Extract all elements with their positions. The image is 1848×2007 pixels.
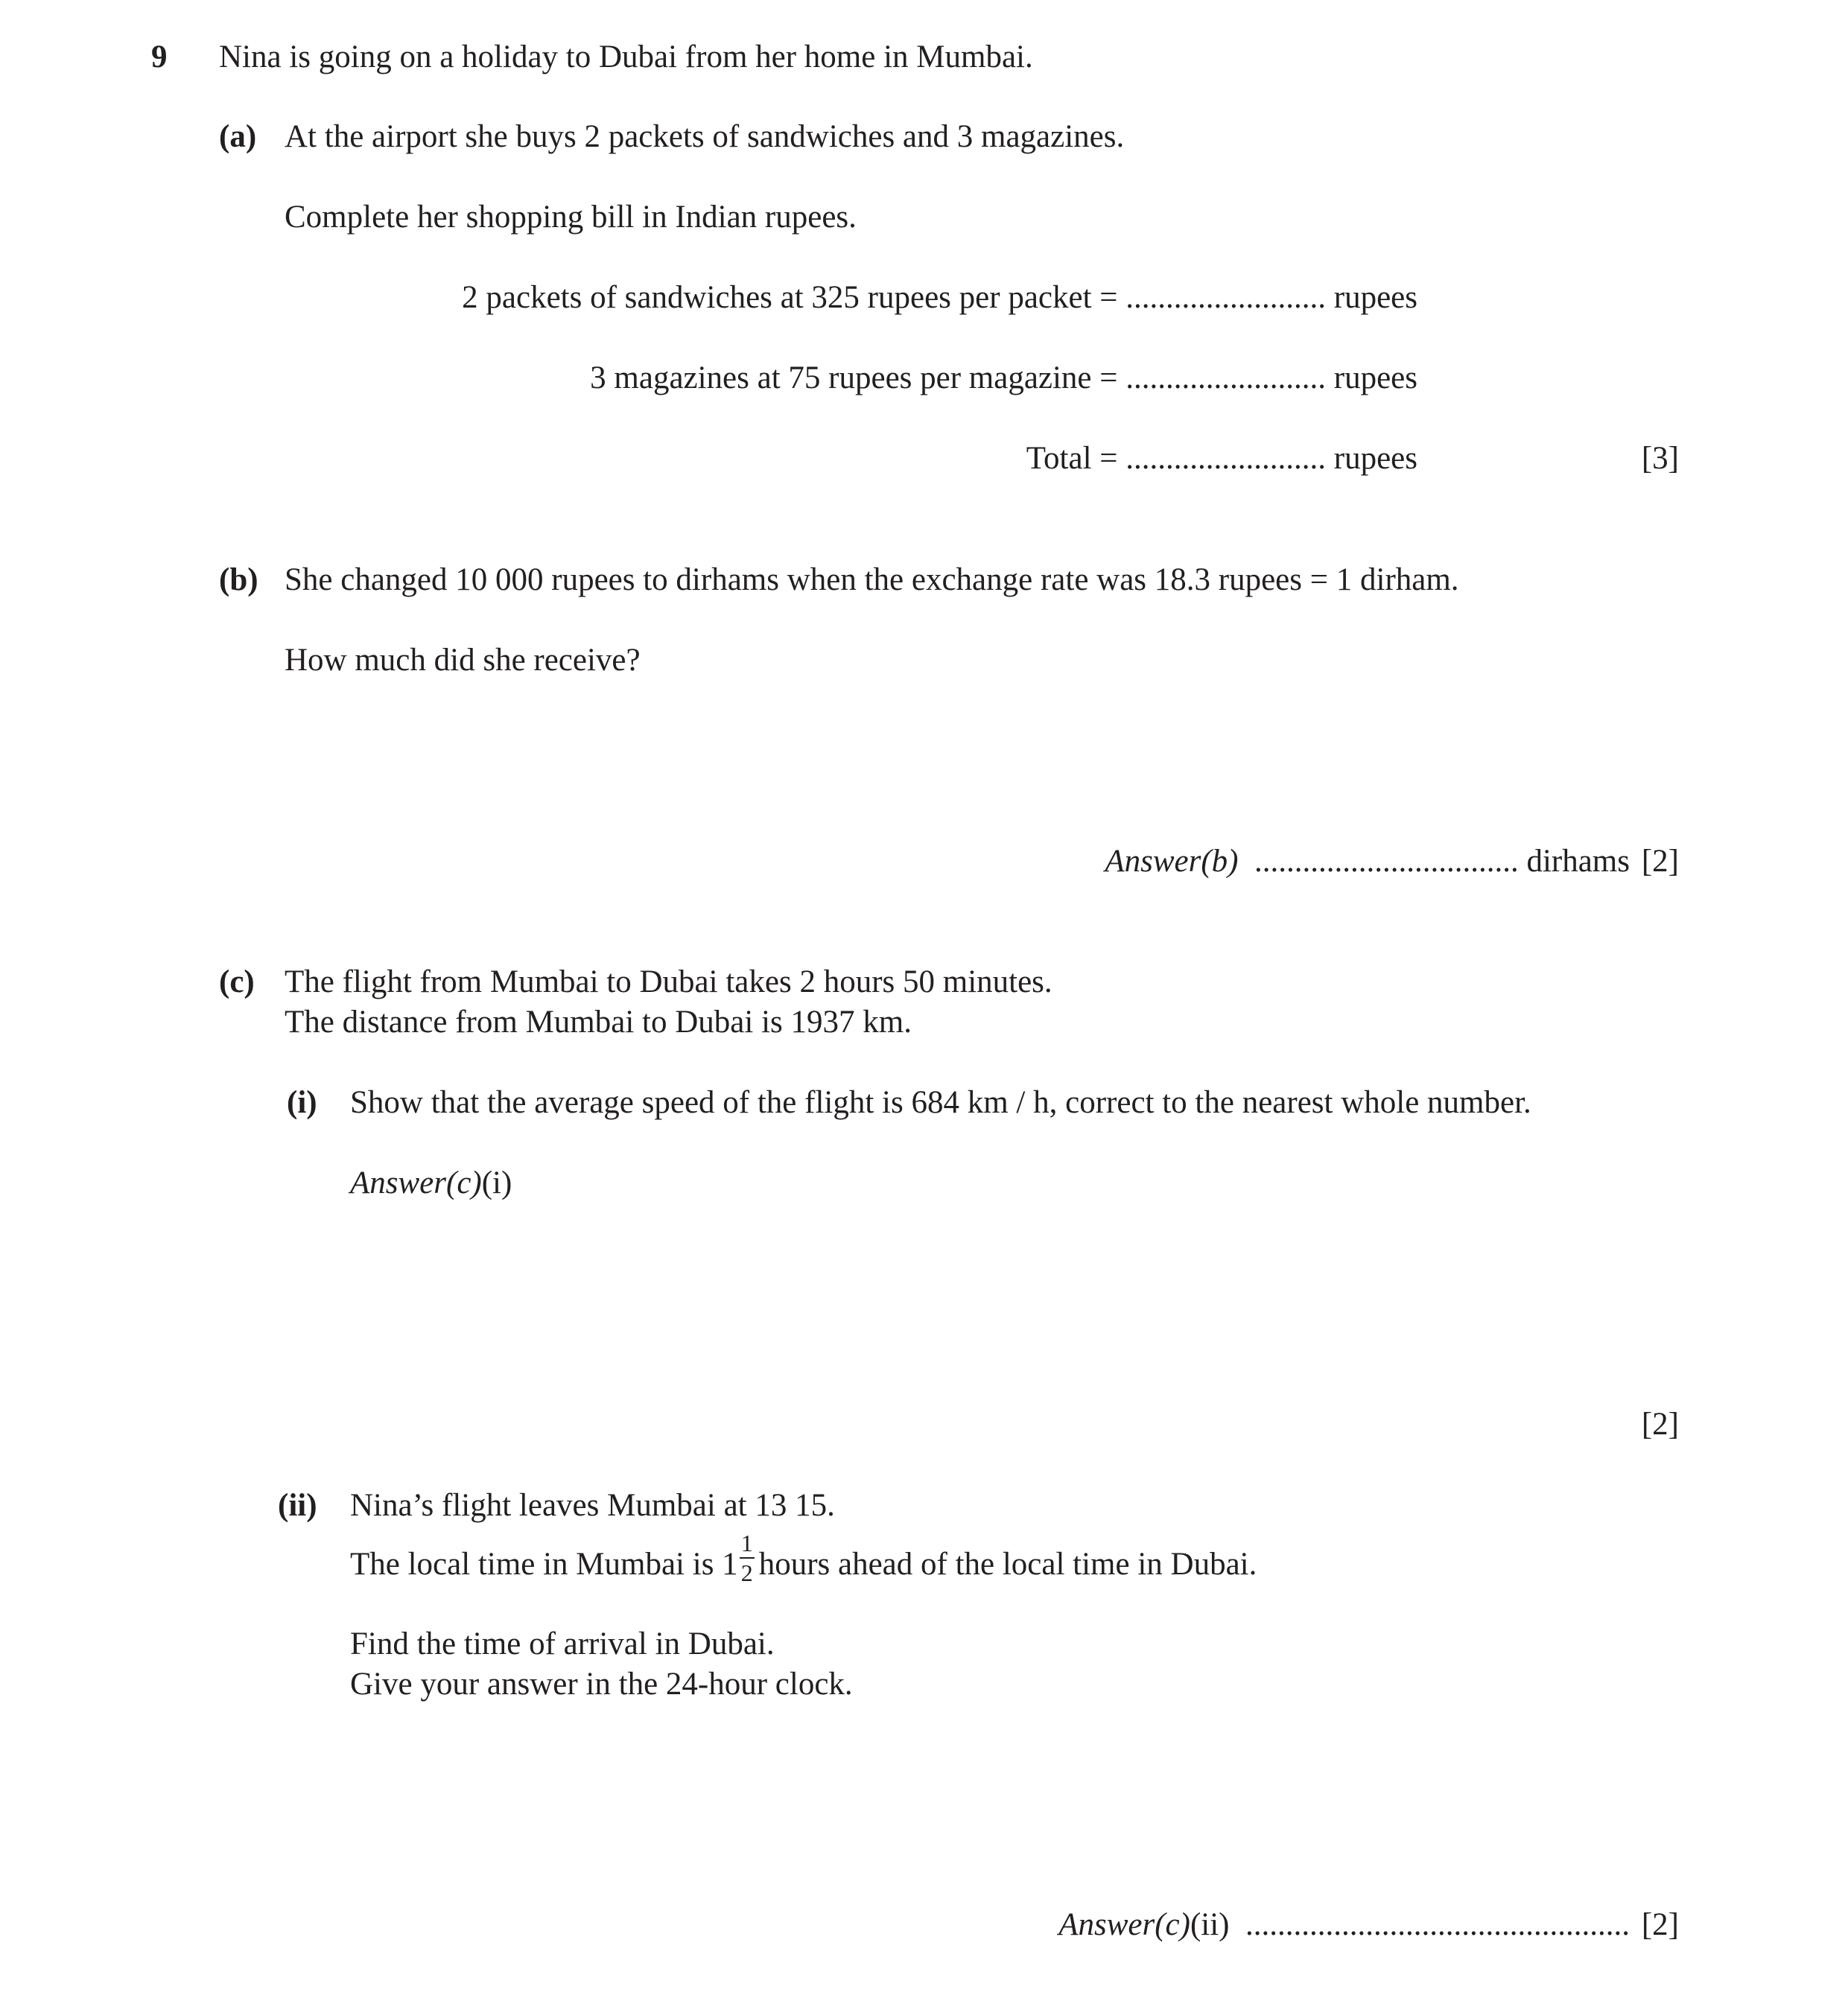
part-c-i-answer bbox=[350, 1167, 512, 1199]
part-c-ii-marks: [2] bbox=[1641, 1907, 1679, 1942]
bill-magazines-line: 3 magazines at 75 rupees per magazine = ......................... rupees bbox=[590, 360, 1417, 395]
part-a-line1: At the airport she buys 2 packets of sandwiches and 3 magazines. bbox=[285, 119, 1125, 154]
part-c-i-answer-label: Answer(c) bbox=[350, 1165, 482, 1200]
part-c-line1: The flight from Mumbai to Dubai takes 2 hours 50 minutes. bbox=[285, 964, 1052, 999]
part-b-line1: She changed 10 000 rupees to dirhams when the exchange rate was 18.3 rupees = 1 dirham. bbox=[285, 562, 1459, 597]
part-c-ii-answer-label: Answer(c) bbox=[1058, 1907, 1190, 1942]
one-half-fraction bbox=[740, 1531, 755, 1585]
bill-total-line: Total = ......................... rupees bbox=[1026, 441, 1417, 476]
part-c-label: (c) bbox=[219, 964, 255, 999]
part-c-ii-line2-after: hours ahead of the local time in Dubai. bbox=[758, 1546, 1257, 1582]
part-c-ii-line2-before: The local time in Mumbai is 1 bbox=[350, 1546, 738, 1582]
part-a-label: (a) bbox=[219, 119, 257, 154]
part-c-ii-line4: Give your answer in the 24-hour clock. bbox=[350, 1667, 853, 1702]
part-c-ii-answer bbox=[1058, 1909, 1630, 1941]
part-c-ii-line1: Nina’s flight leaves Mumbai at 13 15. bbox=[350, 1488, 835, 1523]
question-stem: Nina is going on a holiday to Dubai from her home in Mumbai. bbox=[219, 39, 1033, 74]
part-c-ii-answer-line: ................................................ bbox=[1245, 1907, 1630, 1942]
part-a-marks: [3] bbox=[1641, 441, 1679, 476]
question-number: 9 bbox=[151, 39, 168, 74]
part-c-i-answer-suffix: (i) bbox=[481, 1165, 512, 1200]
fraction-denominator: 2 bbox=[740, 1559, 753, 1586]
part-c-ii-line3: Find the time of arrival in Dubai. bbox=[350, 1626, 775, 1661]
part-c-ii-line2 bbox=[350, 1530, 1257, 1586]
part-b-answer-label: Answer(b) bbox=[1105, 844, 1239, 879]
part-b-answer-line: ................................. dirhams bbox=[1254, 844, 1630, 879]
part-c-ii-label: (ii) bbox=[278, 1488, 317, 1523]
part-b-line2: How much did she receive? bbox=[285, 643, 641, 678]
fraction-numerator: 1 bbox=[740, 1531, 755, 1559]
part-b-marks: [2] bbox=[1641, 844, 1679, 879]
part-a-line2: Complete her shopping bill in Indian rupees. bbox=[285, 200, 857, 235]
part-c-i-marks: [2] bbox=[1641, 1407, 1679, 1442]
part-c-ii-answer-suffix: (ii) bbox=[1190, 1907, 1230, 1942]
part-b-label: (b) bbox=[219, 562, 258, 597]
part-c-i-label: (i) bbox=[287, 1085, 317, 1120]
bill-sandwiches-line: 2 packets of sandwiches at 325 rupees per packet = ......................... rupees bbox=[462, 280, 1417, 315]
part-c-line2: The distance from Mumbai to Dubai is 1937 km. bbox=[285, 1005, 912, 1040]
part-c-i-text: Show that the average speed of the flight is 684 km / h, correct to the nearest whole number. bbox=[350, 1085, 1531, 1120]
part-b-answer bbox=[1105, 845, 1630, 877]
